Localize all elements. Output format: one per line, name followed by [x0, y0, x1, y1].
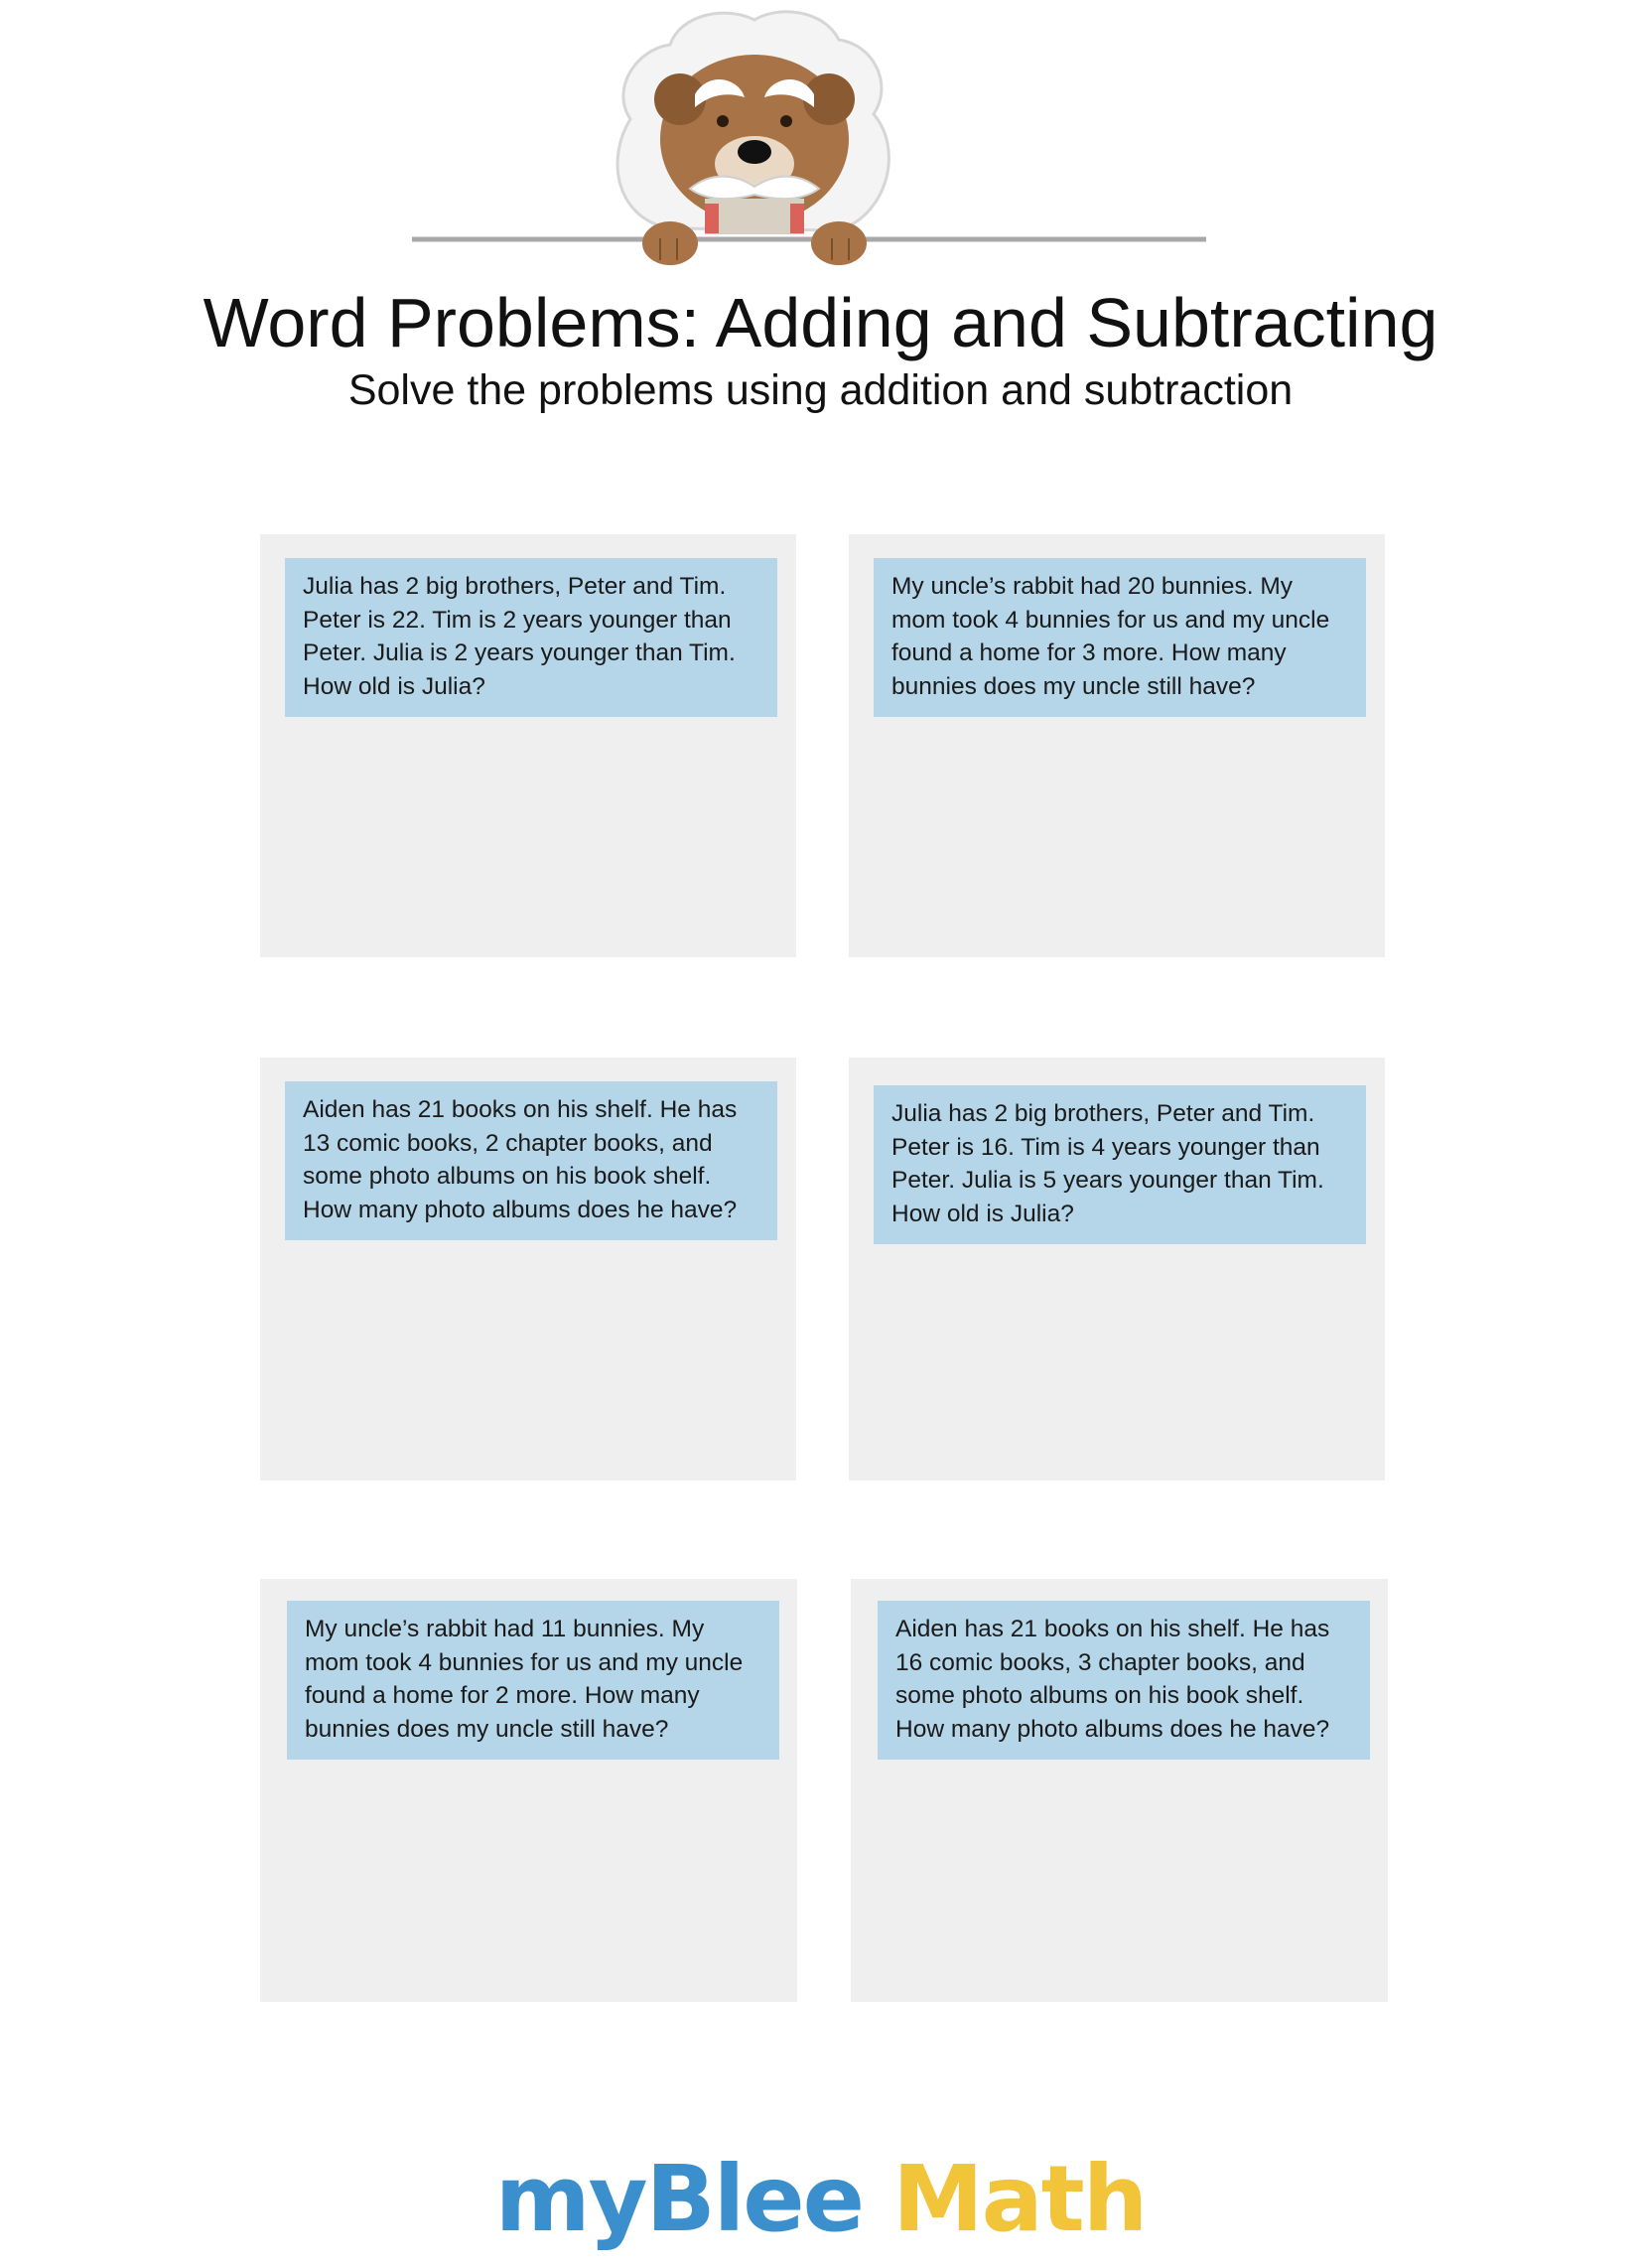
problem-prompt-2: My uncle’s rabbit had 20 bunnies. My mom took 4 bunnies for us and my uncle found a home for 3 more. How many bunnies does my uncle still have?	[874, 558, 1366, 717]
logo-myblee: myBlee	[494, 2146, 864, 2252]
problem-card-6[interactable]	[851, 1579, 1388, 2002]
problem-prompt-3: Aiden has 21 books on his shelf. He has 13 comic books, 2 chapter books, and some photo albums on his book shelf. How many photo albums does he have?	[285, 1081, 777, 1240]
logo-math: Math	[892, 2146, 1147, 2252]
problem-prompt-1: Julia has 2 big brothers, Peter and Tim. Peter is 22. Tim is 2 years younger than Peter. Julia is 2 years younger than Tim. How old is Julia?	[285, 558, 777, 717]
problem-prompt-6: Aiden has 21 books on his shelf. He has 16 comic books, 3 chapter books, and some photo albums on his book shelf. How many photo albums does he have?	[878, 1601, 1370, 1760]
page-subtitle: Solve the problems using addition and subtraction	[347, 366, 1294, 414]
problem-card-1[interactable]	[260, 534, 796, 957]
problem-card-2[interactable]	[849, 534, 1385, 957]
bear-mascot-icon	[407, 0, 1231, 278]
problem-card-4[interactable]	[849, 1058, 1385, 1481]
problem-card-5[interactable]	[260, 1579, 797, 2002]
problem-prompt-5: My uncle’s rabbit had 11 bunnies. My mom took 4 bunnies for us and my uncle found a home for 2 more. How many bunnies does my uncle still have?	[287, 1601, 779, 1760]
problem-card-3[interactable]	[260, 1058, 796, 1481]
myblee-math-logo	[0, 2145, 1641, 2254]
page-title: Word Problems: Adding and Subtracting	[203, 284, 1438, 361]
problem-prompt-4: Julia has 2 big brothers, Peter and Tim. Peter is 16. Tim is 4 years younger than Peter. Julia is 5 years younger than Tim. How old is Julia?	[874, 1085, 1366, 1244]
